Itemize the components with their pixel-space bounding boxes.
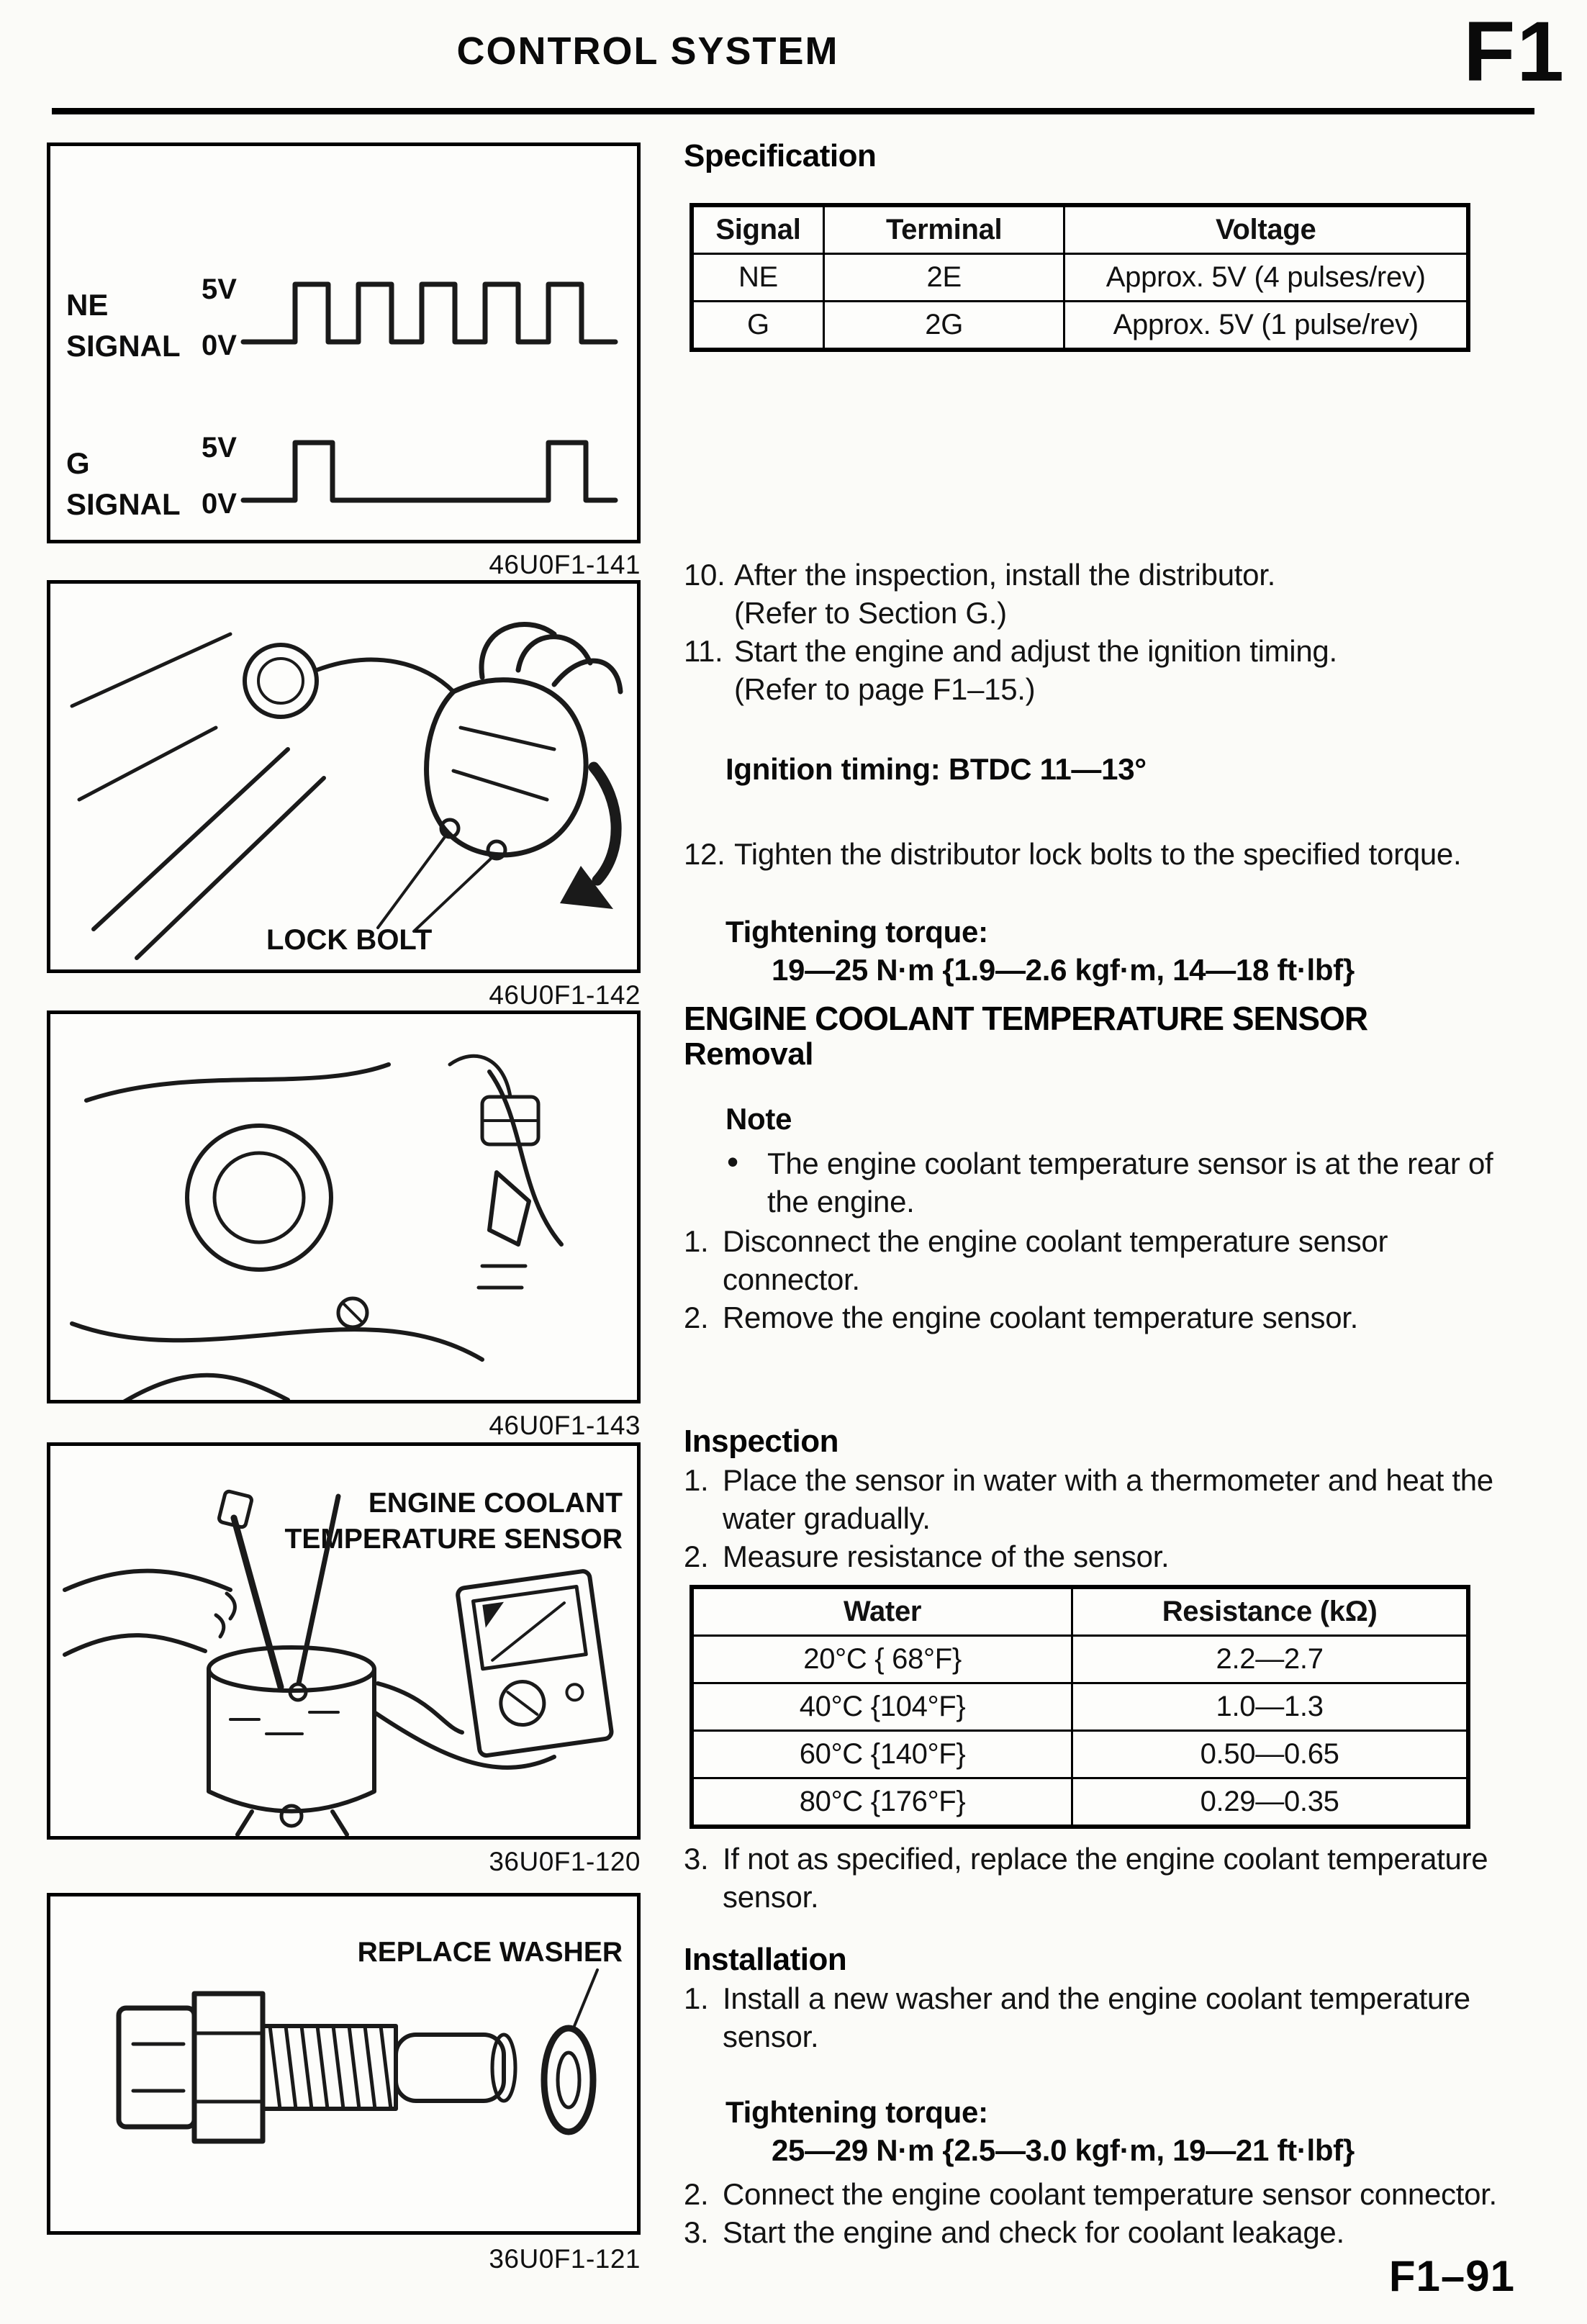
- ne-waveform-trace: [243, 284, 615, 342]
- sensor-probe: [234, 1518, 281, 1687]
- distributor-drawing: [50, 584, 637, 969]
- table-cell: G: [692, 302, 823, 351]
- ignition-timing-value: Ignition timing: BTDC 11—13°: [725, 752, 1147, 786]
- g-waveform-trace: [243, 443, 615, 500]
- oil-cap-inner: [258, 659, 303, 703]
- note-block: [684, 1100, 1504, 1221]
- meter-shade: [482, 1602, 507, 1628]
- sensor-label-line1: ENGINE COOLANT: [368, 1488, 623, 1519]
- radiator-cap: [187, 1126, 331, 1270]
- table-row: [692, 1683, 1468, 1731]
- engine-line: [72, 634, 230, 706]
- lock-bolt-label: LOCK BOLT: [266, 924, 433, 956]
- inspection-step-2: [684, 1537, 1504, 1575]
- table-cell: Approx. 5V (1 pulse/rev): [1064, 302, 1468, 351]
- inspection-step-1: [684, 1461, 1504, 1537]
- step-number: 1.: [684, 1463, 709, 1497]
- washer: [544, 2028, 593, 2132]
- step-text: If not as specified, replace the engine coolant temperature sensor.: [723, 1842, 1488, 1914]
- installation-step-3: [684, 2213, 1504, 2251]
- removal-heading: Removal: [684, 1036, 813, 1072]
- table-cell: 60°C {140°F}: [692, 1731, 1072, 1778]
- column-header: Terminal: [823, 205, 1064, 254]
- hand-outline: [65, 1635, 205, 1655]
- step-text: Connect the engine coolant temperature sensor connector.: [723, 2177, 1497, 2211]
- table-row: [692, 254, 1468, 302]
- step-text: After the inspection, install the distributor.: [734, 558, 1275, 592]
- table-cell: 0.29—0.35: [1072, 1778, 1468, 1827]
- beaker-rim: [209, 1647, 374, 1691]
- removal-step-1: [684, 1222, 1504, 1298]
- stand-legs: [238, 1812, 347, 1835]
- note-item: [684, 1144, 1504, 1221]
- table-header-row: [692, 1587, 1468, 1636]
- threads: [270, 2026, 391, 2109]
- water-marks: [230, 1712, 338, 1734]
- distributor-cap: [427, 680, 587, 855]
- step-reference: (Refer to Section G.): [734, 596, 1007, 630]
- threaded-shaft: [263, 2026, 396, 2109]
- ne-signal-label: SIGNAL: [66, 329, 181, 363]
- figure-sensor-location: [47, 1010, 641, 1403]
- inspection-step-3: [684, 1840, 1504, 1916]
- step-number: 11.: [684, 634, 723, 668]
- specification-table: [689, 203, 1470, 352]
- step-text: Tighten the distributor lock bolts to the specified torque.: [734, 837, 1462, 871]
- table-cell: NE: [692, 254, 823, 302]
- test-setup-drawing: [50, 1446, 637, 1836]
- ne-0v-label: 0V: [202, 330, 237, 361]
- bullet-icon: •: [727, 1143, 738, 1180]
- burner-flame: [281, 1806, 302, 1826]
- inspection-heading: Inspection: [684, 1424, 839, 1459]
- table-cell: 2.2—2.7: [1072, 1636, 1468, 1683]
- step-reference: (Refer to page F1–15.): [734, 672, 1036, 706]
- step-number: 12.: [684, 837, 725, 871]
- engine-bay-drawing: [50, 1014, 637, 1400]
- installation-torque-spec: [684, 2093, 1504, 2169]
- installation-heading: Installation: [684, 1942, 847, 1977]
- step-number: 1.: [684, 1981, 709, 2015]
- figure-test-setup: [47, 1442, 641, 1840]
- table-row: [692, 1636, 1468, 1683]
- note-heading: Note: [725, 1102, 792, 1136]
- step-number: 2.: [684, 1539, 709, 1573]
- torque-label: Tightening torque:: [725, 915, 988, 949]
- table-cell: 2E: [823, 254, 1064, 302]
- meter-needle: [486, 1603, 571, 1660]
- torque-value: 19—25 N·m {1.9—2.6 kgf·m, 14—18 ft·lbf}: [772, 953, 1355, 987]
- sensor-label-line2: TEMPERATURE SENSOR: [284, 1524, 623, 1555]
- g-label: G: [66, 446, 90, 480]
- resistance-table: [689, 1585, 1470, 1829]
- step-number: 10.: [684, 558, 725, 592]
- tightening-torque-spec: [684, 913, 1504, 989]
- step-text: Disconnect the engine coolant temperature sensor connector.: [723, 1224, 1388, 1296]
- sensor-tip: [396, 2035, 504, 2101]
- knob-slot: [508, 1688, 538, 1718]
- page-number: F1–91: [1388, 2252, 1515, 2300]
- step-text: Start the engine and adjust the ignition timing.: [734, 634, 1337, 668]
- hose: [72, 1324, 482, 1360]
- torque-value: 25—29 N·m {2.5—3.0 kgf·m, 19—21 ft·lbf}: [772, 2133, 1355, 2167]
- figure-caption: 46U0F1-143: [489, 1411, 641, 1440]
- step-number: 1.: [684, 1224, 709, 1258]
- specification-heading: Specification: [684, 138, 877, 173]
- connector-detail: [133, 2044, 184, 2091]
- coolant-sensor-body: [489, 1172, 529, 1244]
- removal-step-2: [684, 1298, 1504, 1337]
- figure-distributor-lock-bolt: [47, 580, 641, 973]
- ne-5v-label: 5V: [202, 273, 237, 305]
- oil-cap: [245, 645, 317, 717]
- ne-label: NE: [66, 288, 109, 322]
- section-code: F1: [1463, 4, 1565, 99]
- sensor-hex-lines: [479, 1266, 525, 1288]
- g-0v-label: 0V: [202, 488, 237, 520]
- figure-caption: 36U0F1-121: [489, 2244, 641, 2274]
- step-text: Install a new washer and the engine coolant temperature sensor.: [723, 1981, 1470, 2053]
- replace-washer-label: REPLACE WASHER: [357, 1937, 623, 1968]
- table-cell: 2G: [823, 302, 1064, 351]
- hose: [122, 1375, 288, 1400]
- step-text: Place the sensor in water with a thermometer and heat the water gradually.: [723, 1463, 1493, 1535]
- hose: [86, 1064, 389, 1100]
- washer-hole: [558, 2053, 579, 2107]
- installation-step-2: [684, 2175, 1504, 2213]
- hex-facets: [194, 2033, 263, 2102]
- ignition-timing-spec: [684, 750, 1504, 788]
- table-cell: 20°C { 68°F}: [692, 1636, 1072, 1683]
- figure-caption: 36U0F1-120: [489, 1847, 641, 1876]
- header-rule: [52, 108, 1534, 114]
- table-row: [692, 1731, 1468, 1778]
- step-11: [684, 632, 1504, 708]
- figure-replace-washer: [47, 1893, 641, 2235]
- multimeter: [457, 1570, 612, 1756]
- page-title: CONTROL SYSTEM: [456, 30, 839, 73]
- column-header: Signal: [692, 205, 823, 254]
- hose: [317, 660, 453, 692]
- table-cell: 80°C {176°F}: [692, 1778, 1072, 1827]
- leader-line: [574, 1970, 597, 2026]
- table-row: [692, 1778, 1468, 1827]
- waveform-drawing: [50, 146, 637, 540]
- sensor-hex-head: [194, 1994, 263, 2141]
- figure-caption: 46U0F1-142: [489, 980, 641, 1010]
- step-text: Measure resistance of the sensor.: [723, 1539, 1170, 1573]
- table-cell: 1.0—1.3: [1072, 1683, 1468, 1731]
- distributor-detail: [453, 728, 554, 800]
- figure-caption: 46U0F1-141: [489, 550, 641, 579]
- screw-slot: [343, 1303, 363, 1323]
- step-number: 2.: [684, 1301, 709, 1334]
- sensor-connector-end: [119, 2008, 194, 2127]
- step-number: 2.: [684, 2177, 709, 2211]
- installation-step-1: [684, 1979, 1504, 2056]
- rotate-arrow: [594, 767, 616, 880]
- column-header: Water: [692, 1587, 1072, 1636]
- engine-line: [79, 728, 216, 800]
- fingers: [216, 1593, 235, 1637]
- radiator-cap-inner: [214, 1153, 304, 1242]
- step-10: [684, 556, 1504, 632]
- column-header: Resistance (kΩ): [1072, 1587, 1468, 1636]
- table-cell: Approx. 5V (4 pulses/rev): [1064, 254, 1468, 302]
- step-text: Start the engine and check for coolant leakage.: [723, 2215, 1344, 2249]
- table-cell: 40°C {104°F}: [692, 1683, 1072, 1731]
- ects-section-heading: ENGINE COOLANT TEMPERATURE SENSOR: [684, 1000, 1368, 1037]
- plug-wire: [554, 661, 620, 692]
- note-text: The engine coolant temperature sensor is at the rear of the engine.: [767, 1147, 1493, 1218]
- column-header: Voltage: [1064, 205, 1468, 254]
- test-lead: [374, 1712, 554, 1768]
- figure-signal-waveform: [47, 143, 641, 543]
- step-number: 3.: [684, 1842, 709, 1876]
- g-signal-label: SIGNAL: [66, 487, 181, 521]
- step-text: Remove the engine coolant temperature sensor.: [723, 1301, 1359, 1334]
- meter-jack: [566, 1683, 584, 1701]
- sensor-washer-drawing: [50, 1896, 637, 2231]
- table-cell: 0.50—0.65: [1072, 1731, 1468, 1778]
- step-number: 3.: [684, 2215, 709, 2249]
- table-row: [692, 302, 1468, 351]
- hand-outline: [65, 1571, 230, 1590]
- torque-label: Tightening torque:: [725, 2095, 988, 2129]
- g-5v-label: 5V: [202, 432, 237, 464]
- table-header-row: [692, 205, 1468, 254]
- meter-screen: [473, 1586, 586, 1668]
- step-12: [684, 835, 1504, 873]
